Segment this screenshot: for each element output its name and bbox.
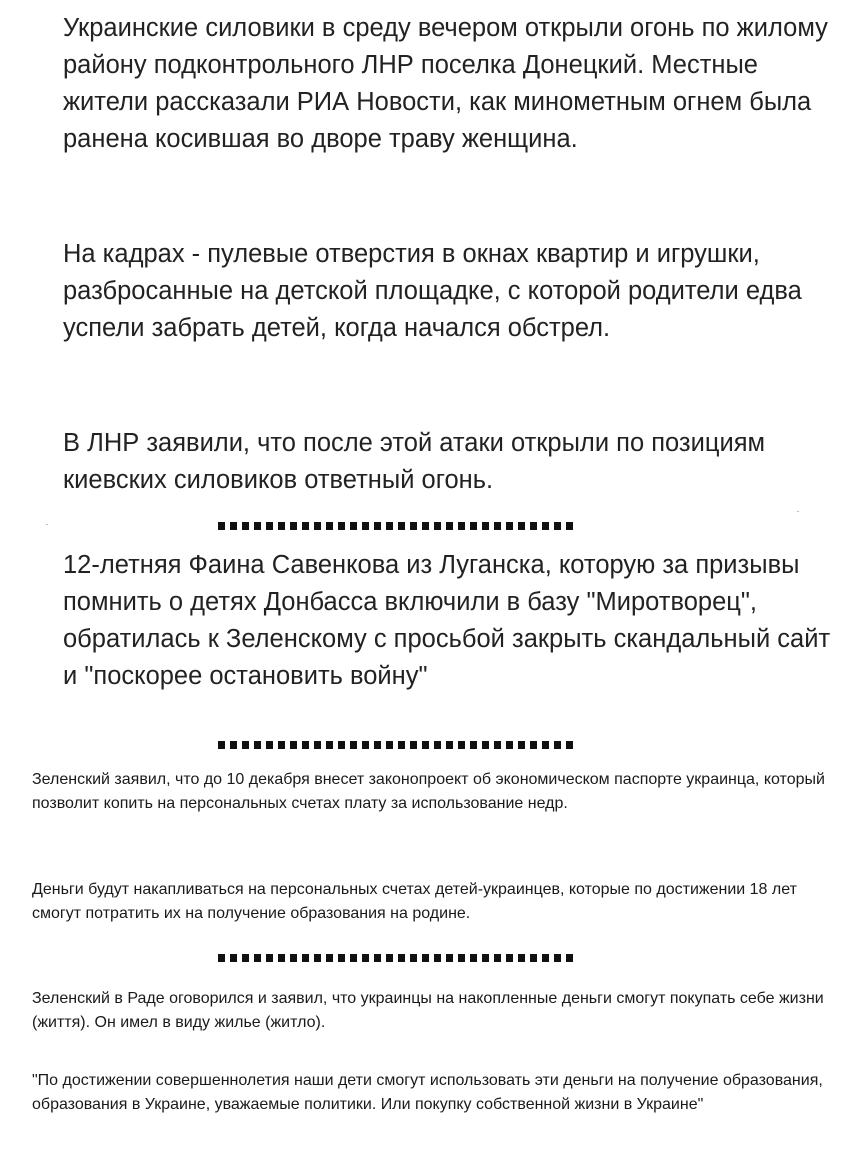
divider-dot [434, 741, 441, 749]
divider-dot [386, 741, 393, 749]
divider-dot [494, 741, 501, 749]
post-1-paragraph-3: В ЛНР заявили, что после этой атаки открыли по позициям киевских силовиков ответный огонь. [63, 429, 766, 494]
divider-dot [446, 522, 453, 530]
divider-dot [530, 522, 537, 530]
divider-dot [242, 954, 249, 962]
post-3-paragraph-2: Деньги будут накапливаться на персональных счетах детей-украинцев, которые по достижении 18 лет смогут потратить их на получение образования на родине. [32, 881, 797, 922]
divider-dot [374, 954, 381, 962]
post-1-paragraph-2: На кадрах - пулевые отверстия в окнах квартир и игрушки, разбросанные на детской площадке, с которой родители едва успели забрать детей, когда начался обстрел. [63, 240, 802, 342]
divider-dot [482, 522, 489, 530]
divider-dot [302, 954, 309, 962]
divider-dot [326, 522, 333, 530]
divider-dot [470, 954, 477, 962]
divider-dot [326, 741, 333, 749]
divider-dot [374, 522, 381, 530]
divider-dot [554, 954, 561, 962]
divider-dot [566, 954, 573, 962]
divider-dot [566, 741, 573, 749]
divider-dot [218, 522, 225, 530]
divider-dot [458, 954, 465, 962]
divider-dot [422, 522, 429, 530]
divider-dot [470, 522, 477, 530]
divider-dot [254, 954, 261, 962]
divider-dot [566, 522, 573, 530]
divider-dot [506, 741, 513, 749]
divider-dot [218, 954, 225, 962]
divider-dot [518, 522, 525, 530]
divider-dot [506, 522, 513, 530]
divider-dot [362, 741, 369, 749]
divider-dot [338, 741, 345, 749]
divider-dot [278, 741, 285, 749]
post-2-paragraph-1: 12-летняя Фаина Савенкова из Луганска, которую за призывы помнить о детях Донбасса включили в базу "Миротворец", обратилась к Зеленскому с просьбой закрыть скандальный сайт и "поскорее остановить войну" [63, 551, 831, 690]
divider-dot [542, 954, 549, 962]
divider-dot [422, 741, 429, 749]
divider-dot [338, 522, 345, 530]
divider-dot [266, 741, 273, 749]
scan-speck [797, 511, 799, 512]
divider-dot [350, 954, 357, 962]
divider-dot [506, 954, 513, 962]
post-1-paragraph-1: Украинские силовики в среду вечером открыли огонь по жилому району подконтрольного ЛНР поселка Донецкий. Местные жители рассказали РИА Новости, как минометным огнем была ранена косившая во дворе траву женщина. [63, 14, 828, 153]
divider-dot [278, 522, 285, 530]
divider-dot [482, 954, 489, 962]
divider-dot [542, 522, 549, 530]
divider-dot [398, 741, 405, 749]
divider-dot [554, 741, 561, 749]
divider-dot [410, 954, 417, 962]
divider-dot [458, 741, 465, 749]
divider-dot [434, 522, 441, 530]
divider-dot [482, 741, 489, 749]
divider-dot [230, 954, 237, 962]
divider-dot [242, 522, 249, 530]
divider-dot [494, 954, 501, 962]
divider-dot [422, 954, 429, 962]
divider-dot [542, 741, 549, 749]
divider-dot [290, 741, 297, 749]
post-4-paragraph-1: Зеленский в Раде оговорился и заявил, что украинцы на накопленные деньги смогут покупать себе жизни (життя). Он имел в виду жилье (житло). [32, 990, 824, 1031]
divider-dot [230, 522, 237, 530]
divider-dot [386, 954, 393, 962]
divider-dot [242, 741, 249, 749]
divider-dot [362, 522, 369, 530]
divider-dot [254, 522, 261, 530]
divider-dot [410, 522, 417, 530]
divider-dot [338, 954, 345, 962]
divider-dot [518, 954, 525, 962]
divider-dot [386, 522, 393, 530]
divider-dot [470, 741, 477, 749]
divider-dot [230, 741, 237, 749]
divider-dot [410, 741, 417, 749]
divider-dot [302, 522, 309, 530]
divider-dots [218, 954, 573, 962]
divider-dot [398, 954, 405, 962]
divider-dot [458, 522, 465, 530]
divider-dot [374, 741, 381, 749]
divider-dot [314, 954, 321, 962]
divider-dot [278, 954, 285, 962]
divider-dot [446, 954, 453, 962]
divider-dot [314, 522, 321, 530]
divider-dot [350, 741, 357, 749]
divider-dot [362, 954, 369, 962]
divider-dots [218, 522, 573, 530]
divider-dot [218, 741, 225, 749]
divider-dot [350, 522, 357, 530]
divider-dot [518, 741, 525, 749]
divider-dot [446, 741, 453, 749]
post-4-paragraph-2: "По достижении совершеннолетия наши дети смогут использовать эти деньги на получение образования, образования в Украине, уважаемые политики. Или покупку собственной жизни в Украине" [32, 1072, 823, 1113]
divider-dot [266, 522, 273, 530]
divider-dot [398, 522, 405, 530]
divider-dot [530, 741, 537, 749]
divider-dot [554, 522, 561, 530]
divider-dot [530, 954, 537, 962]
divider-dot [290, 954, 297, 962]
divider-dot [434, 954, 441, 962]
scan-speck [46, 524, 48, 525]
divider-dot [494, 522, 501, 530]
divider-dots [218, 741, 573, 749]
divider-dot [266, 954, 273, 962]
divider-dot [314, 741, 321, 749]
divider-dot [326, 954, 333, 962]
divider-dot [302, 741, 309, 749]
divider-dot [290, 522, 297, 530]
divider-dot [254, 741, 261, 749]
post-3-paragraph-1: Зеленский заявил, что до 10 декабря внесет законопроект об экономическом паспорте украинца, который позволит копить на персональных счетах плату за использование недр. [32, 771, 825, 812]
